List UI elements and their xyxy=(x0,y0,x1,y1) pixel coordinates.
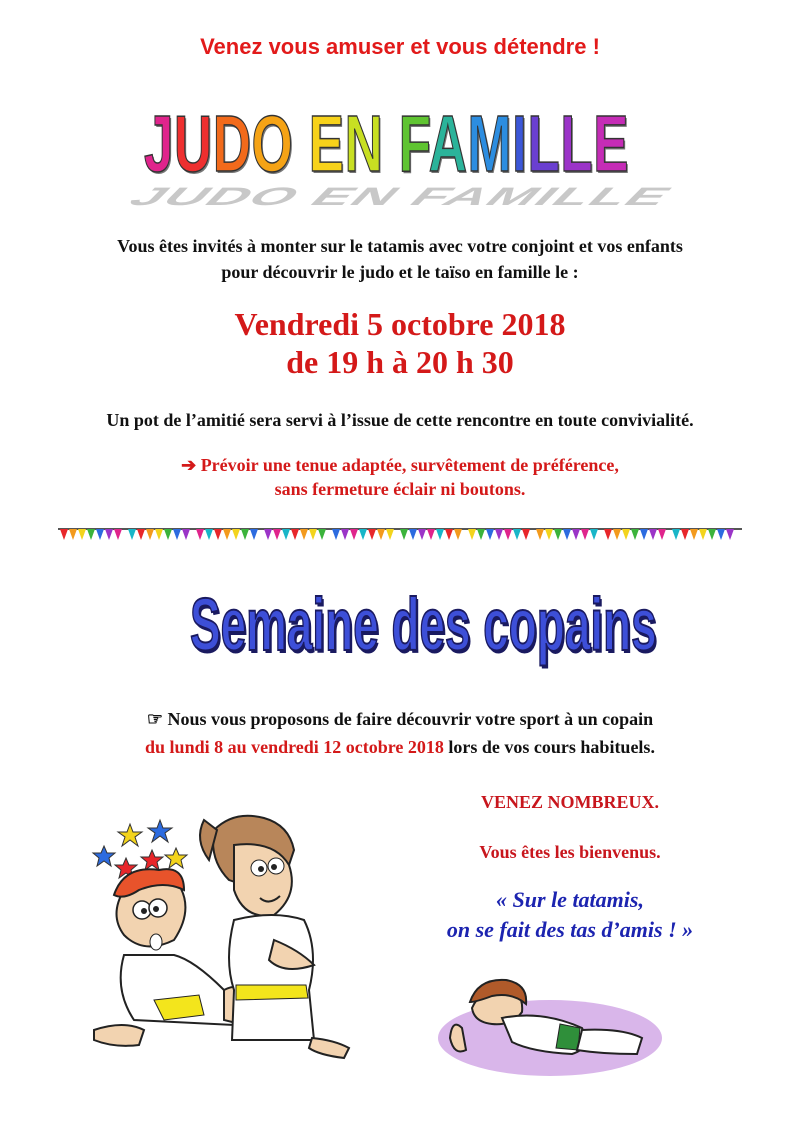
title-letter: E xyxy=(308,99,345,188)
bunting-flag xyxy=(137,529,145,540)
bunting-flag xyxy=(241,529,249,540)
bunting-flag xyxy=(640,529,648,540)
bunting-flag xyxy=(309,529,317,540)
bunting-flag xyxy=(581,529,589,540)
bunting-flag xyxy=(300,529,308,540)
semaine-title-block xyxy=(190,583,657,670)
bunting-flag xyxy=(717,529,725,540)
bunting-flag xyxy=(649,529,657,540)
bunting-flag xyxy=(590,529,598,540)
venez-nombreux: VENEZ NOMBREUX. xyxy=(480,792,659,812)
bunting-flag xyxy=(681,529,689,540)
invitation-text xyxy=(0,233,800,285)
bunting-flag xyxy=(572,529,580,540)
bunting-flag xyxy=(622,529,630,540)
bunting-flag xyxy=(377,529,385,540)
bunting-flag xyxy=(69,529,77,540)
semaine-title: Semaine des copains xyxy=(190,583,657,666)
event-datetime xyxy=(0,305,800,381)
bunting-flag xyxy=(613,529,621,540)
bunting-flag xyxy=(545,529,553,540)
bunting-flag xyxy=(418,529,426,540)
tenue-line-2: sans fermeture éclair ni boutons. xyxy=(274,479,526,499)
tenue-notice xyxy=(0,453,800,501)
bunting-flag xyxy=(173,529,181,540)
title-letter: O xyxy=(251,99,294,188)
title-letter: F xyxy=(398,99,429,188)
bunting-flag xyxy=(87,529,95,540)
stretching-judoka-illustration xyxy=(432,958,662,1078)
title-letter: L xyxy=(527,99,561,188)
title-letter: U xyxy=(174,99,213,188)
bunting-flag xyxy=(128,529,136,540)
tenue-line-1: Prévoir une tenue adaptée, survêtement de préférence, xyxy=(200,455,619,475)
event-time: de 19 h à 20 h 30 xyxy=(286,344,514,380)
title-letter: E xyxy=(593,99,630,188)
bunting-flag xyxy=(631,529,639,540)
bunting-flag xyxy=(495,529,503,540)
bunting-flag xyxy=(273,529,281,540)
bunting-flag xyxy=(164,529,172,540)
title-letter xyxy=(293,99,308,188)
quote-line-1: « Sur le tatamis, xyxy=(496,887,644,912)
title-letter: D xyxy=(212,99,252,188)
bunting-flag xyxy=(318,529,326,540)
semaine-text xyxy=(0,705,800,761)
bunting-flag xyxy=(690,529,698,540)
title-letter: I xyxy=(512,99,528,188)
quote-text xyxy=(400,885,740,945)
bunting-flag xyxy=(386,529,394,540)
bunting-flag xyxy=(563,529,571,540)
title-text xyxy=(144,98,629,190)
semaine-line-1: Nous vous proposons de faire découvrir votre sport à un copain xyxy=(167,709,654,729)
bunting-flag xyxy=(468,529,476,540)
title-letter: L xyxy=(560,99,594,188)
bunting-flag xyxy=(436,529,444,540)
bunting-flag xyxy=(658,529,666,540)
bunting-flag xyxy=(368,529,376,540)
pot-amitie-text: Un pot de l’amitié sera servi à l’issue de cette rencontre en toute convivialité. xyxy=(106,410,694,430)
bunting-flag xyxy=(232,529,240,540)
bunting-flag xyxy=(445,529,453,540)
bunting-flag xyxy=(196,529,204,540)
bunting-flag xyxy=(60,529,68,540)
bunting-flag xyxy=(146,529,154,540)
bunting-flag xyxy=(409,529,417,540)
pointing-hand-icon: ☞ xyxy=(146,709,163,729)
quote-line-2: on se fait des tas d’amis ! » xyxy=(446,917,694,942)
bunting-flag xyxy=(350,529,358,540)
bunting-flag xyxy=(155,529,163,540)
bunting-flag xyxy=(78,529,86,540)
bunting-flag xyxy=(332,529,340,540)
bunting-flag xyxy=(223,529,231,540)
bunting-flag xyxy=(291,529,299,540)
title-shadow: JUDO EN FAMILLE xyxy=(120,182,683,211)
title-letter: A xyxy=(428,99,468,188)
bunting-flag xyxy=(672,529,680,540)
bunting-flag xyxy=(726,529,734,540)
invitation-line-1: Vous êtes invités à monter sur le tatamis avec votre conjoint et vos enfants xyxy=(117,236,683,256)
bunting-flag xyxy=(486,529,494,540)
judoka-cartoon-illustration xyxy=(84,790,364,1070)
bunting-flag xyxy=(400,529,408,540)
bunting-flag xyxy=(504,529,512,540)
bunting-flag xyxy=(454,529,462,540)
arrow-icon: ➔ xyxy=(181,455,197,475)
bunting-divider xyxy=(58,526,742,550)
title-judo-en-famille xyxy=(100,92,683,212)
bunting-flag xyxy=(554,529,562,540)
title-letter: J xyxy=(144,99,175,188)
bunting-flag xyxy=(282,529,290,540)
bunting-flag xyxy=(264,529,272,540)
semaine-line-2-rest: lors de vos cours habituels. xyxy=(443,737,655,757)
bunting-flag xyxy=(699,529,707,540)
bunting-flag xyxy=(359,529,367,540)
event-date: Vendredi 5 octobre 2018 xyxy=(234,306,566,342)
bunting-flag xyxy=(708,529,716,540)
bienvenus-text: Vous êtes les bienvenus. xyxy=(479,842,661,862)
bunting-flag xyxy=(536,529,544,540)
semaine-dates: du lundi 8 au vendredi 12 octobre 2018 xyxy=(145,737,444,757)
title-letter xyxy=(383,99,398,188)
bunting-flag xyxy=(214,529,222,540)
bunting-flag xyxy=(114,529,122,540)
bunting-flag xyxy=(182,529,190,540)
title-letter: M xyxy=(467,99,513,188)
bunting-flag xyxy=(105,529,113,540)
bunting-flag xyxy=(96,529,104,540)
bunting-flag xyxy=(427,529,435,540)
bunting-flag xyxy=(341,529,349,540)
bunting-flag xyxy=(513,529,521,540)
bunting-flag xyxy=(604,529,612,540)
bunting-flag xyxy=(477,529,485,540)
title-letter: N xyxy=(344,99,384,188)
bunting-flag xyxy=(250,529,258,540)
bunting-flag xyxy=(205,529,213,540)
invitation-line-2: pour découvrir le judo et le taïso en famille le : xyxy=(221,262,579,282)
tagline: Venez vous amuser et vous détendre ! xyxy=(200,34,600,59)
bunting-flag xyxy=(522,529,530,540)
